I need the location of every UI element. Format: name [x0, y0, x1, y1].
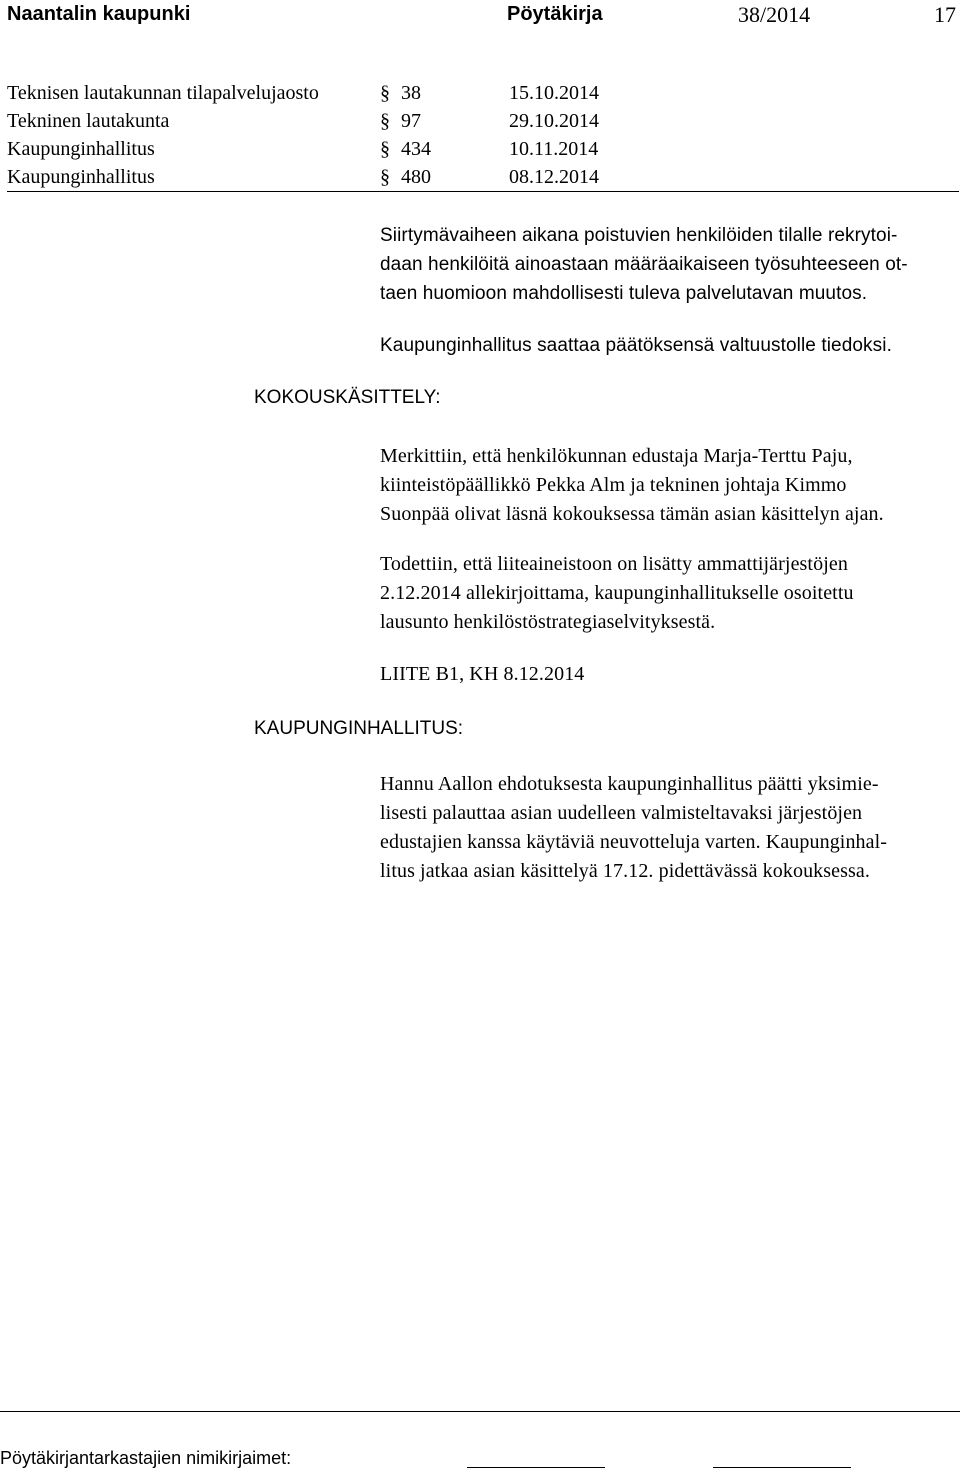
text-line: taen huomioon mahdollisesti tuleva palvelutavan muutos.: [380, 283, 868, 304]
text-line: lausunto henkilöstöstrategiaselvityksestä.: [380, 611, 716, 633]
reference-number: 434: [401, 138, 431, 160]
text-line: LIITE B1, KH 8.12.2014: [380, 663, 585, 685]
label-kokouskasittely: KOKOUSKÄSITTELY:: [254, 387, 441, 408]
label-kaupunginhallitus: KAUPUNGINHALLITUS:: [254, 718, 464, 739]
footer-label: Pöytäkirjantarkastajien nimikirjaimet:: [0, 1448, 292, 1468]
section-sign: §: [380, 166, 390, 188]
text-line: edustajien kanssa käytäviä neuvotteluja varten. Kaupunginhal-: [380, 831, 888, 853]
organization-name: Naantalin kaupunki: [7, 3, 191, 25]
text-line: lisesti palauttaa asian uudelleen valmisteltavaksi järjestöjen: [380, 802, 863, 824]
reference-list: [0, 80, 960, 192]
reference-number: 480: [401, 166, 431, 188]
reference-body: Kaupunginhallitus: [7, 166, 155, 188]
text-line: 2.12.2014 allekirjoittama, kaupunginhallitukselle osoitettu: [380, 582, 854, 604]
section-sign: §: [380, 82, 390, 104]
text-line: Siirtymävaiheen aikana poistuvien henkilöiden tilalle rekrytoi-: [380, 225, 898, 246]
text-line: kiinteistöpäällikkö Pekka Alm ja tekninen johtaja Kimmo: [380, 474, 847, 496]
reference-body: Teknisen lautakunnan tilapalvelujaosto: [7, 82, 319, 104]
signature-line: [713, 1467, 851, 1468]
text-line: daan henkilöitä ainoastaan määräaikaiseen työsuhteeseen ot-: [380, 254, 908, 275]
paragraph-notice: [380, 331, 955, 360]
reference-date: 29.10.2014: [509, 110, 599, 132]
reference-row: [0, 136, 960, 164]
text-line: litus jatkaa asian käsittelyä 17.12. pidettävässä kokouksessa.: [380, 860, 870, 882]
text-line: Hannu Aallon ehdotuksesta kaupunginhallitus päätti yksimie-: [380, 773, 879, 795]
reference-date: 10.11.2014: [509, 138, 599, 160]
footer-divider: [0, 1411, 960, 1412]
section-sign: §: [380, 138, 390, 160]
page-number: 17: [934, 2, 956, 27]
reference-number: 97: [401, 110, 421, 132]
reference-body: Tekninen lautakunta: [7, 110, 170, 132]
reference-date: 08.12.2014: [509, 166, 599, 188]
reference-row: [0, 164, 960, 192]
section-sign: §: [380, 110, 390, 132]
text-line: Suonpää olivat läsnä kokouksessa tämän asian käsittelyn ajan.: [380, 503, 884, 525]
reference-number: 38: [401, 82, 421, 104]
paragraph-attachment-note: [380, 550, 955, 637]
document-type: Pöytäkirja: [507, 3, 603, 25]
reference-row: [0, 108, 960, 136]
reference-row: [0, 80, 960, 108]
paragraph-attendance: [380, 442, 955, 529]
attachment-reference: [380, 660, 955, 689]
text-line: Todettiin, että liiteaineistoon on lisätty ammattijärjestöjen: [380, 553, 848, 575]
signature-line: [467, 1467, 605, 1468]
page-header: [0, 0, 960, 30]
header-divider: [7, 191, 959, 192]
paragraph-decision: [380, 770, 955, 886]
text-line: Kaupunginhallitus saattaa päätöksensä valtuustolle tiedoksi.: [380, 335, 892, 356]
paragraph-recruitment: [380, 221, 955, 308]
text-line: Merkittiin, että henkilökunnan edustaja Marja-Terttu Paju,: [380, 445, 853, 467]
reference-body: Kaupunginhallitus: [7, 138, 155, 160]
protocol-number: 38/2014: [738, 2, 811, 27]
reference-date: 15.10.2014: [509, 82, 599, 104]
